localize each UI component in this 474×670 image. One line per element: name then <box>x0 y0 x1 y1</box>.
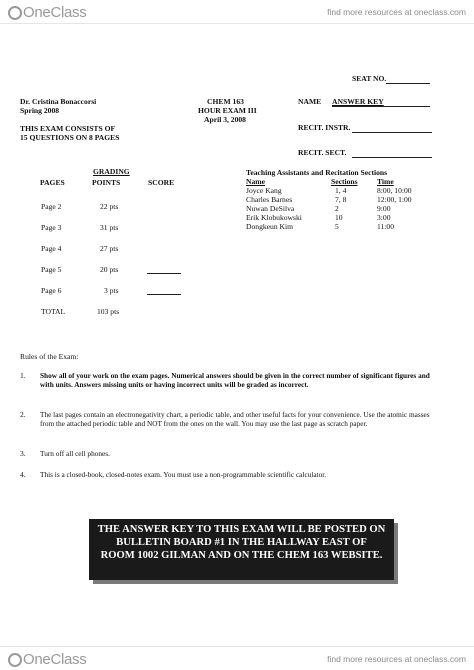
instructor-name: Dr. Cristina Bonaccorsi <box>20 97 97 106</box>
ta-name: Nuwan DeSilva <box>246 204 295 213</box>
rule-number: 3. <box>20 449 26 458</box>
score-blank-line <box>147 294 181 295</box>
ta-time: 9:00 <box>377 204 391 213</box>
grading-row-points: 103 pts <box>97 307 120 316</box>
grading-row-points: 27 pts <box>100 244 119 253</box>
ta-col-sections: Sections <box>331 177 358 186</box>
logo-text: OneClass <box>23 651 87 668</box>
grading-col-points: POINTS <box>92 178 121 187</box>
grading-title: GRADING <box>93 167 130 176</box>
rule-number: 2. <box>20 410 26 419</box>
ta-col-time: Time <box>377 177 394 186</box>
seat-no-label: SEAT NO. <box>352 74 387 83</box>
grading-row-points: 22 pts <box>100 202 119 211</box>
logo-text: OneClass <box>23 4 87 21</box>
rule-text: Show all of your work on the exam pages. Numerical answers should be given in the correct number of significant figures and with units. Answers missing units or having incorrect units will be graded as incorrect. <box>40 371 430 389</box>
ta-time: 8:00, 10:00 <box>377 186 412 195</box>
grading-row-page: TOTAL <box>41 307 66 316</box>
exam-date: April 3, 2008 <box>204 115 246 124</box>
ta-name: Joyce Kang <box>246 186 282 195</box>
rule-number: 4. <box>20 470 26 479</box>
logo-o-icon <box>8 653 22 667</box>
ta-name: Dongkeun Kim <box>246 222 294 231</box>
rules-title: Rules of the Exam: <box>20 352 79 361</box>
tagline-link[interactable]: find more resources at oneclass.com <box>327 654 466 664</box>
seat-no-line <box>386 83 430 84</box>
score-blank-line <box>147 273 181 274</box>
exam-cover-page <box>0 24 474 646</box>
grading-row-points: 3 pts <box>104 286 119 295</box>
recit-sect-label: RECIT. SECT. <box>298 148 347 157</box>
tagline-link[interactable]: find more resources at oneclass.com <box>327 7 466 17</box>
grading-row-points: 20 pts <box>100 265 119 274</box>
ta-sections: 1, 4 <box>335 186 347 195</box>
ta-name: Charles Barnes <box>246 195 293 204</box>
grading-row-page: Page 5 <box>41 265 62 274</box>
exam-consists-line1: THIS EXAM CONSISTS OF <box>20 124 116 133</box>
ta-title: Teaching Assistants and Recitation Sections <box>246 168 388 177</box>
banner-line: BULLETIN BOARD #1 IN THE HALLWAY EAST OF <box>116 537 367 548</box>
grading-col-score: SCORE <box>148 178 175 187</box>
rule-text: This is a closed-book, closed-notes exam. You must use a non-programmable scientific calculator. <box>40 470 327 479</box>
recit-instr-label: RECIT. INSTR. <box>298 123 351 132</box>
grading-row-page: Page 2 <box>41 202 62 211</box>
ta-time: 12:00, 1:00 <box>377 195 412 204</box>
grading-row-page: Page 4 <box>41 244 62 253</box>
grading-row-page: Page 3 <box>41 223 62 232</box>
recit-sect-line <box>352 157 432 158</box>
answer-key-banner <box>89 519 394 580</box>
ta-sections: 7, 8 <box>335 195 347 204</box>
exam-title: HOUR EXAM III <box>198 106 257 115</box>
rule-text: Turn off all cell phones. <box>40 449 110 458</box>
name-line <box>332 106 430 107</box>
ta-sections: 5 <box>335 222 339 231</box>
term: Spring 2008 <box>20 106 60 115</box>
ta-sections: 10 <box>335 213 343 222</box>
rule-text: The last pages contain an electronegativity chart, a periodic table, and other useful facts for your convenience. Use the atomic masses from the attached periodic table and NOT from the ones on the wall. You may use the last page as scratch paper. <box>40 410 430 428</box>
recit-instr-line <box>352 132 432 133</box>
banner-line: ROOM 1002 GILMAN AND ON THE CHEM 163 WEBSITE. <box>100 550 383 561</box>
ta-col-name: Name <box>246 177 265 186</box>
oneclass-logo[interactable] <box>8 651 86 668</box>
course-code: CHEM 163 <box>207 97 244 106</box>
banner-line: THE ANSWER KEY TO THIS EXAM WILL BE POSTED ON <box>97 524 386 535</box>
rule-number: 1. <box>20 371 26 380</box>
grading-row-page: Page 6 <box>41 286 62 295</box>
grading-row-points: 31 pts <box>100 223 119 232</box>
oneclass-logo[interactable] <box>8 4 86 21</box>
ta-time: 3:00 <box>377 213 391 222</box>
name-value: ANSWER KEY <box>332 97 384 106</box>
top-brand-bar <box>0 0 474 24</box>
ta-time: 11:00 <box>377 222 395 231</box>
ta-name: Erik Klobukowski <box>246 213 302 222</box>
grading-col-pages: PAGES <box>40 178 65 187</box>
bottom-brand-bar <box>0 646 474 670</box>
logo-o-icon <box>8 6 22 20</box>
ta-sections: 2 <box>335 204 339 213</box>
name-label: NAME <box>298 97 322 106</box>
exam-consists-line2: 15 QUESTIONS ON 8 PAGES <box>20 133 120 142</box>
